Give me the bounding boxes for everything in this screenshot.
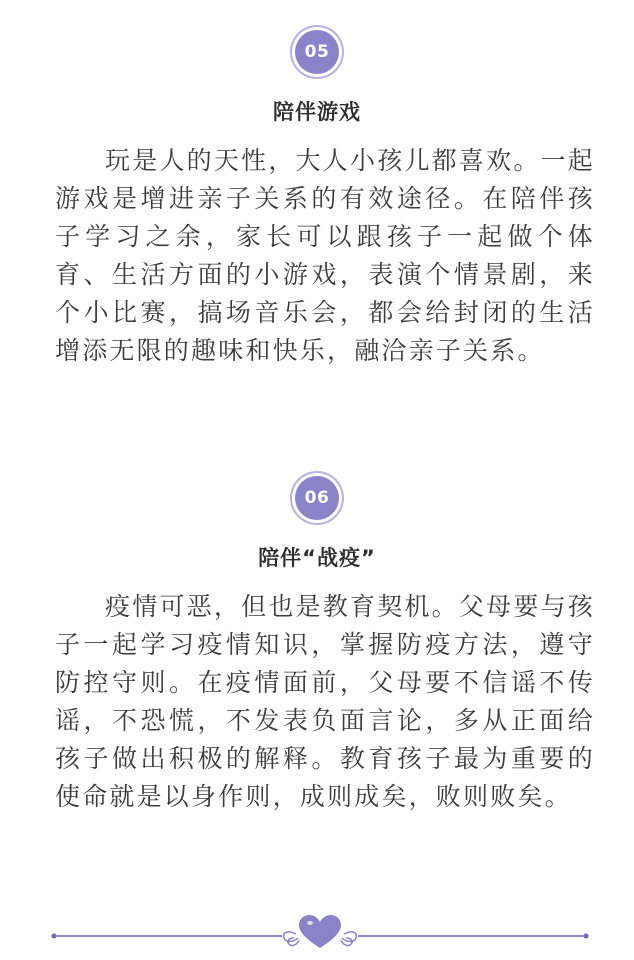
section-title: 陪伴“战疫” (258, 546, 376, 570)
section-title: 陪伴游戏 (273, 100, 361, 124)
divider-line-left (52, 934, 283, 939)
section-number-badge: 06 (295, 476, 339, 520)
divider-line-right (358, 934, 589, 939)
section-paragraph: 疫情可恶，但也是教育契机。父母要与孩子一起学习疫情知识，掌握防疫方法，遵守防控守则。在疫情面前，父母要不信谣不传谣，不恐慌，不发表负面言论，多从正面给孩子做出积极的解释。教育孩子最为重要的使命就是以身作则，成则成矣，败则败矣。 (55, 592, 595, 811)
section-paragraph: 玩是人的天性，大人小孩儿都喜欢。一起游戏是增进亲子关系的有效途径。在陪伴孩子学习之余，家长可以跟孩子一起做个体育、生活方面的小游戏，表演个情景剧，来个小比赛，搞场音乐会，都会给封闭的生活增添无限的趣味和快乐，融洽亲子关系。 (55, 146, 595, 365)
winged-heart-divider (50, 912, 590, 952)
wing-right-icon (341, 932, 356, 946)
heart-icon (299, 915, 341, 948)
wing-left-icon (284, 932, 299, 946)
section-number-badge: 05 (295, 30, 339, 74)
